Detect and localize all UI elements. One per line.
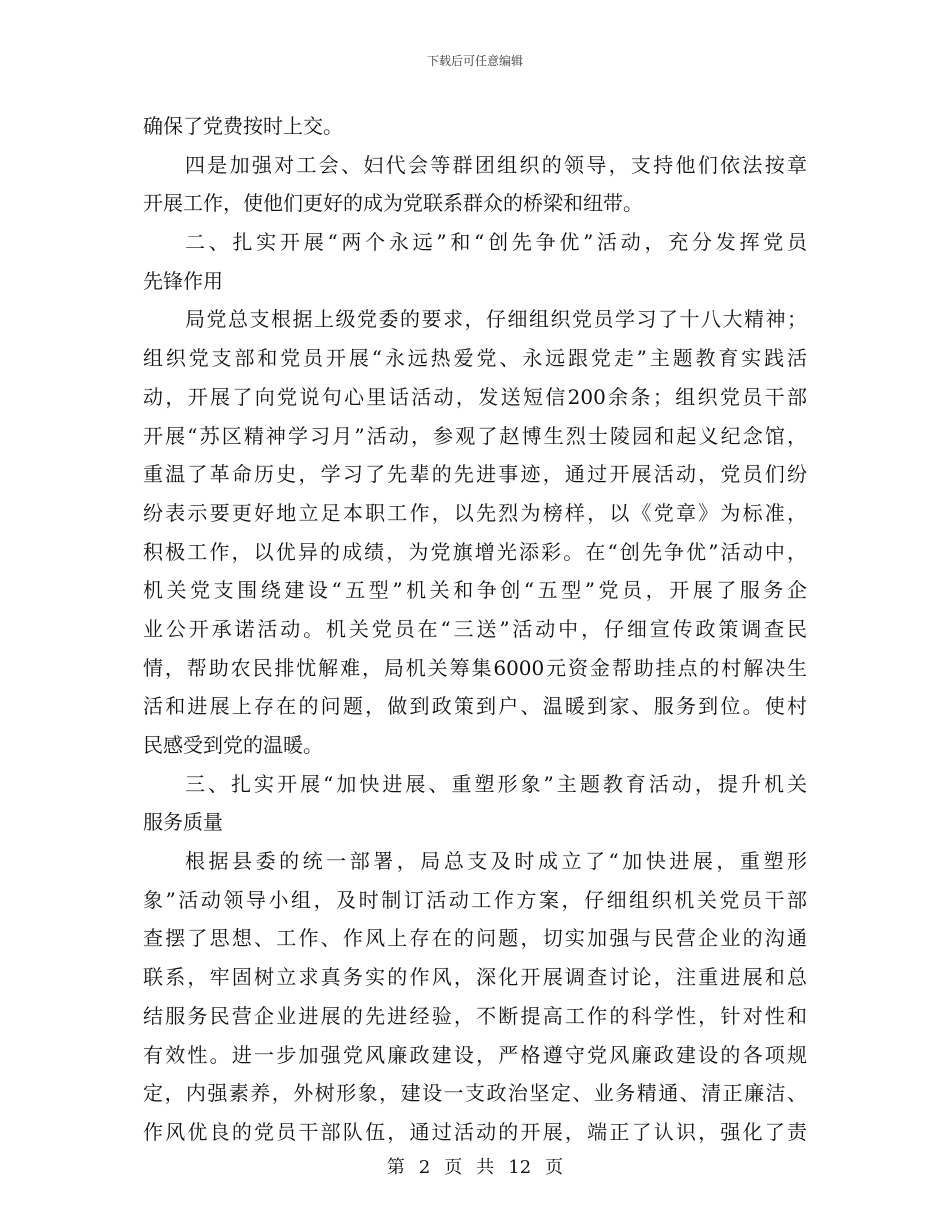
paragraph-line: 确保了党费按时上交。: [143, 114, 343, 138]
paragraph-line: 开展工作，使他们更好的成为党联系群众的桥梁和纽带。: [143, 191, 643, 216]
paragraph-line: 开展“苏区精神学习月”活动，参观了赵博生烈士陵园和起义纪念馆，: [143, 423, 807, 448]
paragraph-line: 定，内强素养，外树形象，建设一支政治坚定、业务精通、清正廉洁、: [143, 1081, 807, 1106]
paragraph-line: 机关党支围绕建设“五型”机关和争创“五型”党员，开展了服务企: [143, 578, 807, 603]
footer-di: 第: [386, 1157, 405, 1178]
paragraph-line: 联系，牢固树立求真务实的作风，深化开展调查讨论，注重进展和总: [143, 965, 807, 990]
footer-ye: 页: [444, 1157, 463, 1178]
document-body: [143, 107, 807, 1152]
paragraph-line: 积极工作，以优异的成绩，为党旗增光添彩。在“创先争优”活动中，: [143, 539, 807, 564]
paragraph-line: 纷表示要更好地立足本职工作，以先烈为榜样，以《党章》为标准，: [143, 500, 807, 525]
paragraph-line: 根据县委的统一部署，局总支及时成立了“加快进展，重塑形: [185, 849, 807, 874]
page-footer: [0, 1153, 950, 1179]
paragraph-line: 动，开展了向党说句心里话活动，发送短信200余条；组织党员干部: [143, 384, 807, 409]
section-heading-line: 二、扎实开展“两个永远”和“创先争优”活动，充分发挥党员: [185, 230, 807, 255]
paragraph-line: 结服务民营企业进展的先进经验，不断提高工作的科学性，针对性和: [143, 1003, 807, 1028]
footer-ye: 页: [545, 1157, 564, 1178]
page-number: 2: [418, 1157, 431, 1178]
paragraph-line: 组织党支部和党员开展“永远热爱党、永远跟党走”主题教育实践活: [143, 346, 807, 371]
paragraph-line: 活和进展上存在的问题，做到政策到户、温暖到家、服务到位。使村: [143, 694, 807, 719]
page-header: 下载后可任意编辑: [426, 54, 523, 68]
paragraph-line: 查摆了思想、工作、作风上存在的问题，切实加强与民营企业的沟通: [143, 926, 807, 951]
footer-gong: 共: [476, 1157, 495, 1178]
paragraph-line: 情，帮助农民排忧解难，局机关筹集6000元资金帮助挂点的村解决生: [143, 655, 807, 680]
section-heading-line: 服务质量: [143, 810, 223, 835]
paragraph-line: 象”活动领导小组，及时制订活动工作方案，仔细组织机关党员干部: [143, 887, 807, 912]
paragraph-line: 有效性。进一步加强党风廉政建设，严格遵守党风廉政建设的各项规: [143, 1042, 807, 1067]
paragraph-line: 四是加强对工会、妇代会等群团组织的领导，支持他们依法按章: [185, 152, 807, 177]
paragraph-line: 局党总支根据上级党委的要求，仔细组织党员学习了十八大精神；: [185, 307, 807, 332]
total-pages: 12: [508, 1157, 532, 1178]
section-heading-line: 三、扎实开展“加快进展、重塑形象”主题教育活动，提升机关: [185, 771, 807, 796]
paragraph-line: 民感受到党的温暖。: [143, 733, 323, 757]
paragraph-line: 业公开承诺活动。机关党员在“三送”活动中，仔细宣传政策调查民: [143, 616, 807, 641]
paragraph-line: 作风优良的党员干部队伍，通过活动的开展，端正了认识，强化了责: [143, 1119, 807, 1144]
paragraph-line: 重温了革命历史，学习了先辈的先进事迹，通过开展活动，党员们纷: [143, 462, 807, 487]
section-heading-line: 先锋作用: [143, 268, 223, 293]
